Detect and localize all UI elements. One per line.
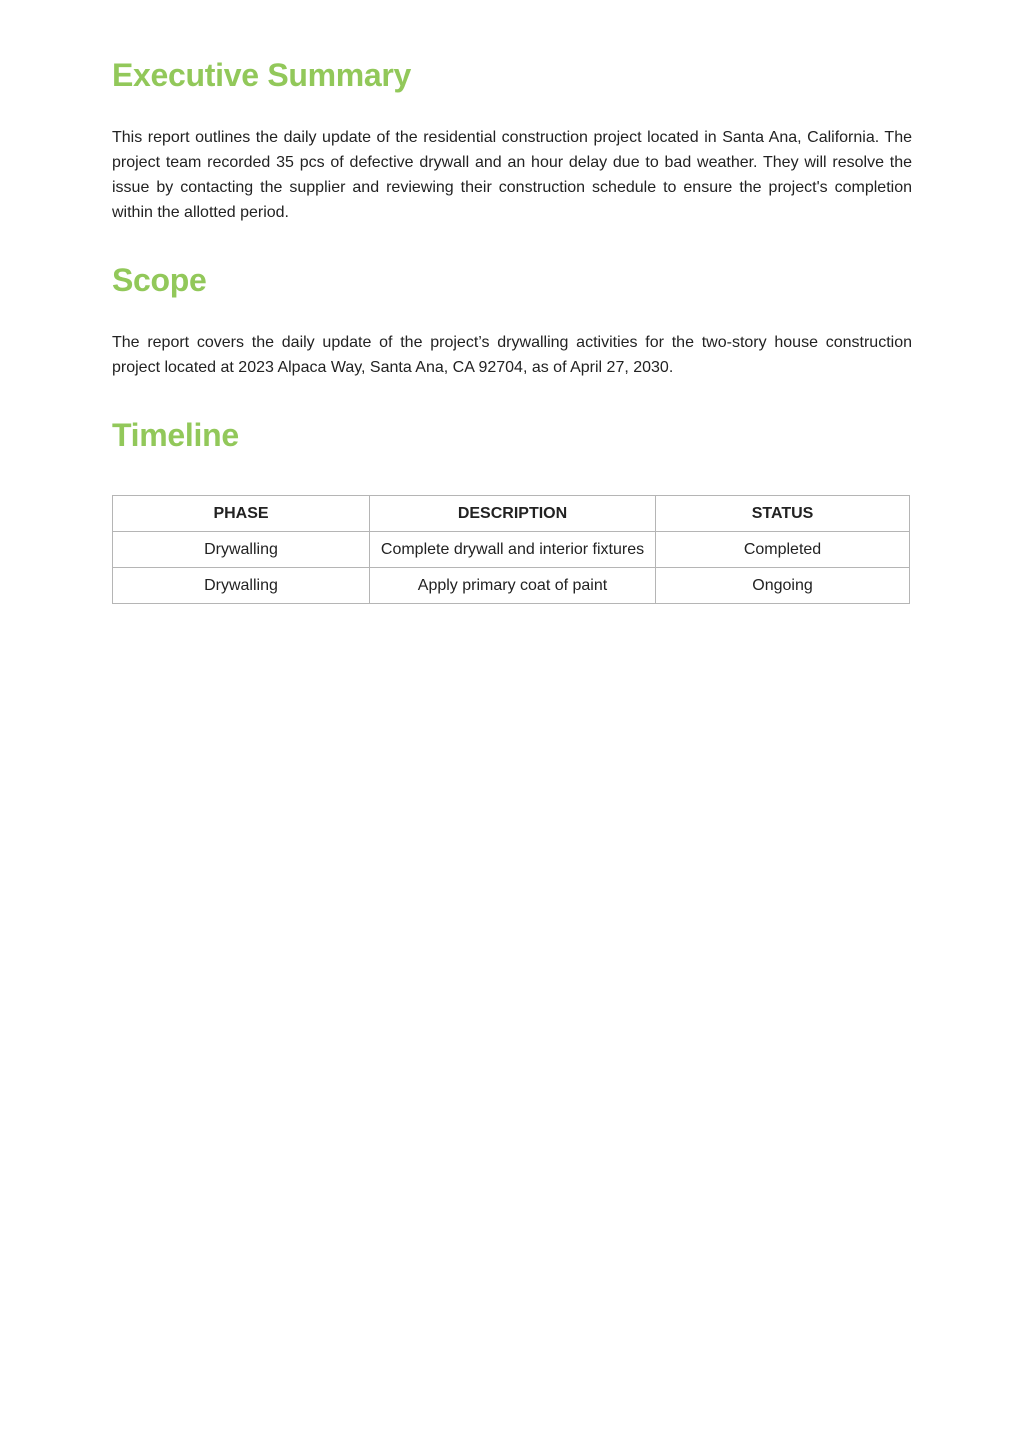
table-header-row: [113, 496, 910, 532]
column-header-status: STATUS: [656, 496, 910, 532]
status-cell: Completed: [656, 532, 910, 568]
table-row: [113, 568, 910, 604]
status-cell: Ongoing: [656, 568, 910, 604]
scope-heading: Scope: [112, 262, 207, 298]
executive-summary-heading: Executive Summary: [112, 57, 412, 93]
timeline-table: [112, 495, 910, 604]
timeline-heading: Timeline: [112, 417, 239, 453]
column-header-description: DESCRIPTION: [370, 496, 656, 532]
column-header-phase: PHASE: [113, 496, 370, 532]
scope-text: The report covers the daily update of the project’s drywalling activities for the two-story house construction project located at 2023 Alpaca Way, Santa Ana, CA 92704, as of April 27, 2030.: [112, 334, 912, 376]
description-cell: Apply primary coat of paint: [370, 568, 656, 604]
table-row: [113, 532, 910, 568]
executive-summary-text: This report outlines the daily update of the residential construction project located in Santa Ana, California. The project team recorded 35 pcs of defective drywall and an hour delay due to bad weather. They will resolve the issue by contacting the supplier and reviewing their construction schedule to ensure the project's completion within the allotted period.: [112, 129, 912, 221]
phase-cell: Drywalling: [113, 532, 370, 568]
description-cell: Complete drywall and interior fixtures: [370, 532, 656, 568]
phase-cell: Drywalling: [113, 568, 370, 604]
